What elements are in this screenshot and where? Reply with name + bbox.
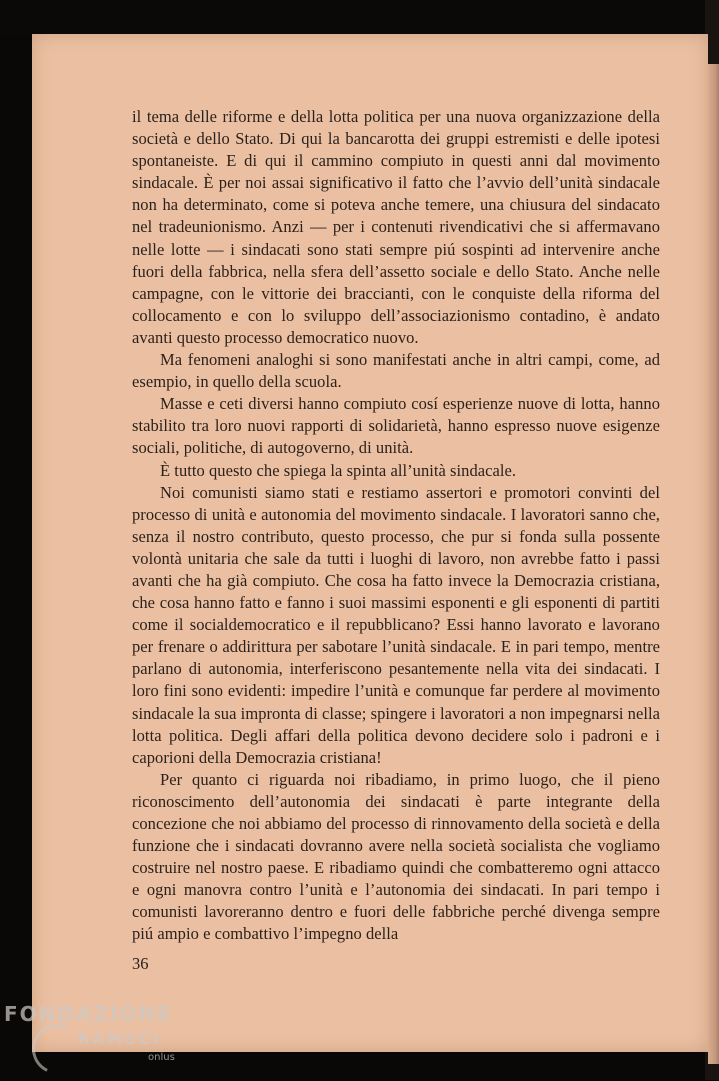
paragraph: Ma fenomeni analoghi si sono manifestati anche in altri campi, come, ad esempio, in quello della scuola. xyxy=(132,350,660,392)
fondazione-gramsci-watermark xyxy=(4,996,204,1080)
watermark-line-2: RAMSCI xyxy=(78,1030,162,1048)
scan-background xyxy=(0,0,719,36)
page-edge-shadow xyxy=(708,64,719,1064)
watermark-line-1: FONDAZIONE xyxy=(4,1002,173,1026)
watermark-logo-icon xyxy=(25,1017,89,1081)
paragraph: Masse e ceti diversi hanno compiuto cosí esperienze nuove di lotta, hanno stabilito tra loro nuovi rapporti di solidarietà, hanno espresso nuove esigenze sociali, politiche, di autogoverno, di unità. xyxy=(132,394,660,458)
paragraph: È tutto questo che spiega la spinta all’unità sindacale. xyxy=(160,460,517,480)
watermark-line-3: onlus xyxy=(148,1052,175,1063)
paragraph: Noi comunisti siamo stati e restiamo assertori e promotori convinti del processo di unità e autonomia del movimento sindacale. I lavoratori sanno che, senza il nostro contributo, questo processo, che pur si fonda sulla possente volontà unitaria che sale da tutti i luoghi di lavoro, non avrebbe fatto i passi avanti che ha già compiuto. Che cosa ha fatto invece la Democrazia cristiana, che cosa hanno fatto e fanno i suoi massimi esponenti e gli esponenti di partiti come il socialdemocratico e il repubblicano? Essi hanno lavorato e lavorano per frenare o addirittura per sabotare l’unità sindacale. E in pari tempo, mentre parlano di autonomia, interferiscono pesantemente nella vita dei sindacati. I loro fini sono evidenti: impedire l’unità e comunque far perdere al movimento sindacale la sua impronta di classe; spingere i lavoratori a non impegnarsi nella lotta politica. Degli affari della politica devono decidere solo i padroni e i caporioni della Democrazia cristiana! xyxy=(132,482,660,767)
paragraph: il tema delle riforme e della lotta politica per una nuova organizzazione della società e dello Stato. Di qui la bancarotta dei gruppi estremisti e delle ipotesi spontaneiste. E di qui il cammino compiuto in questi anni dal movimento sindacale. È per noi assai significativo il fatto che l’avvio dell’unità sindacale non ha determinato, come si poteva anche temere, una chiusura del sindacato nel tradeunionismo. Anzi — per i contenuti rivendicativi che si affermavano nelle lotte — i sindacati sono stati sempre piú sospinti ad intervenire anche fuori della fabbrica, nella sfera dell’assetto sociale e dello Stato. Anche nelle campagne, con le vittorie dei braccianti, con le conquiste della riforma del collocamento e con lo sviluppo dell’associazionismo contadino, è andato avanti questo processo democratico nuovo. xyxy=(132,107,660,347)
book-page xyxy=(32,34,708,1052)
page-number: 36 xyxy=(132,954,149,973)
body-text xyxy=(132,106,660,946)
paragraph: Per quanto ci riguarda noi ribadiamo, in primo luogo, che il pieno riconoscimento dell’autonomia dei sindacati è parte integrante della concezione che noi abbiamo del processo di rinnovamento della società e della funzione che i sindacati dovranno avere nella società socialista che vogliamo costruire nel nostro paese. E ribadiamo quindi che combatteremo ogni attacco e ogni manovra contro l’unità e l’autonomia dei sindacati. In pari tempo i comunisti lavoreranno dentro e fuori delle fabbriche perché divenga sempre piú ampio e combattivo l’impegno della xyxy=(132,769,660,944)
